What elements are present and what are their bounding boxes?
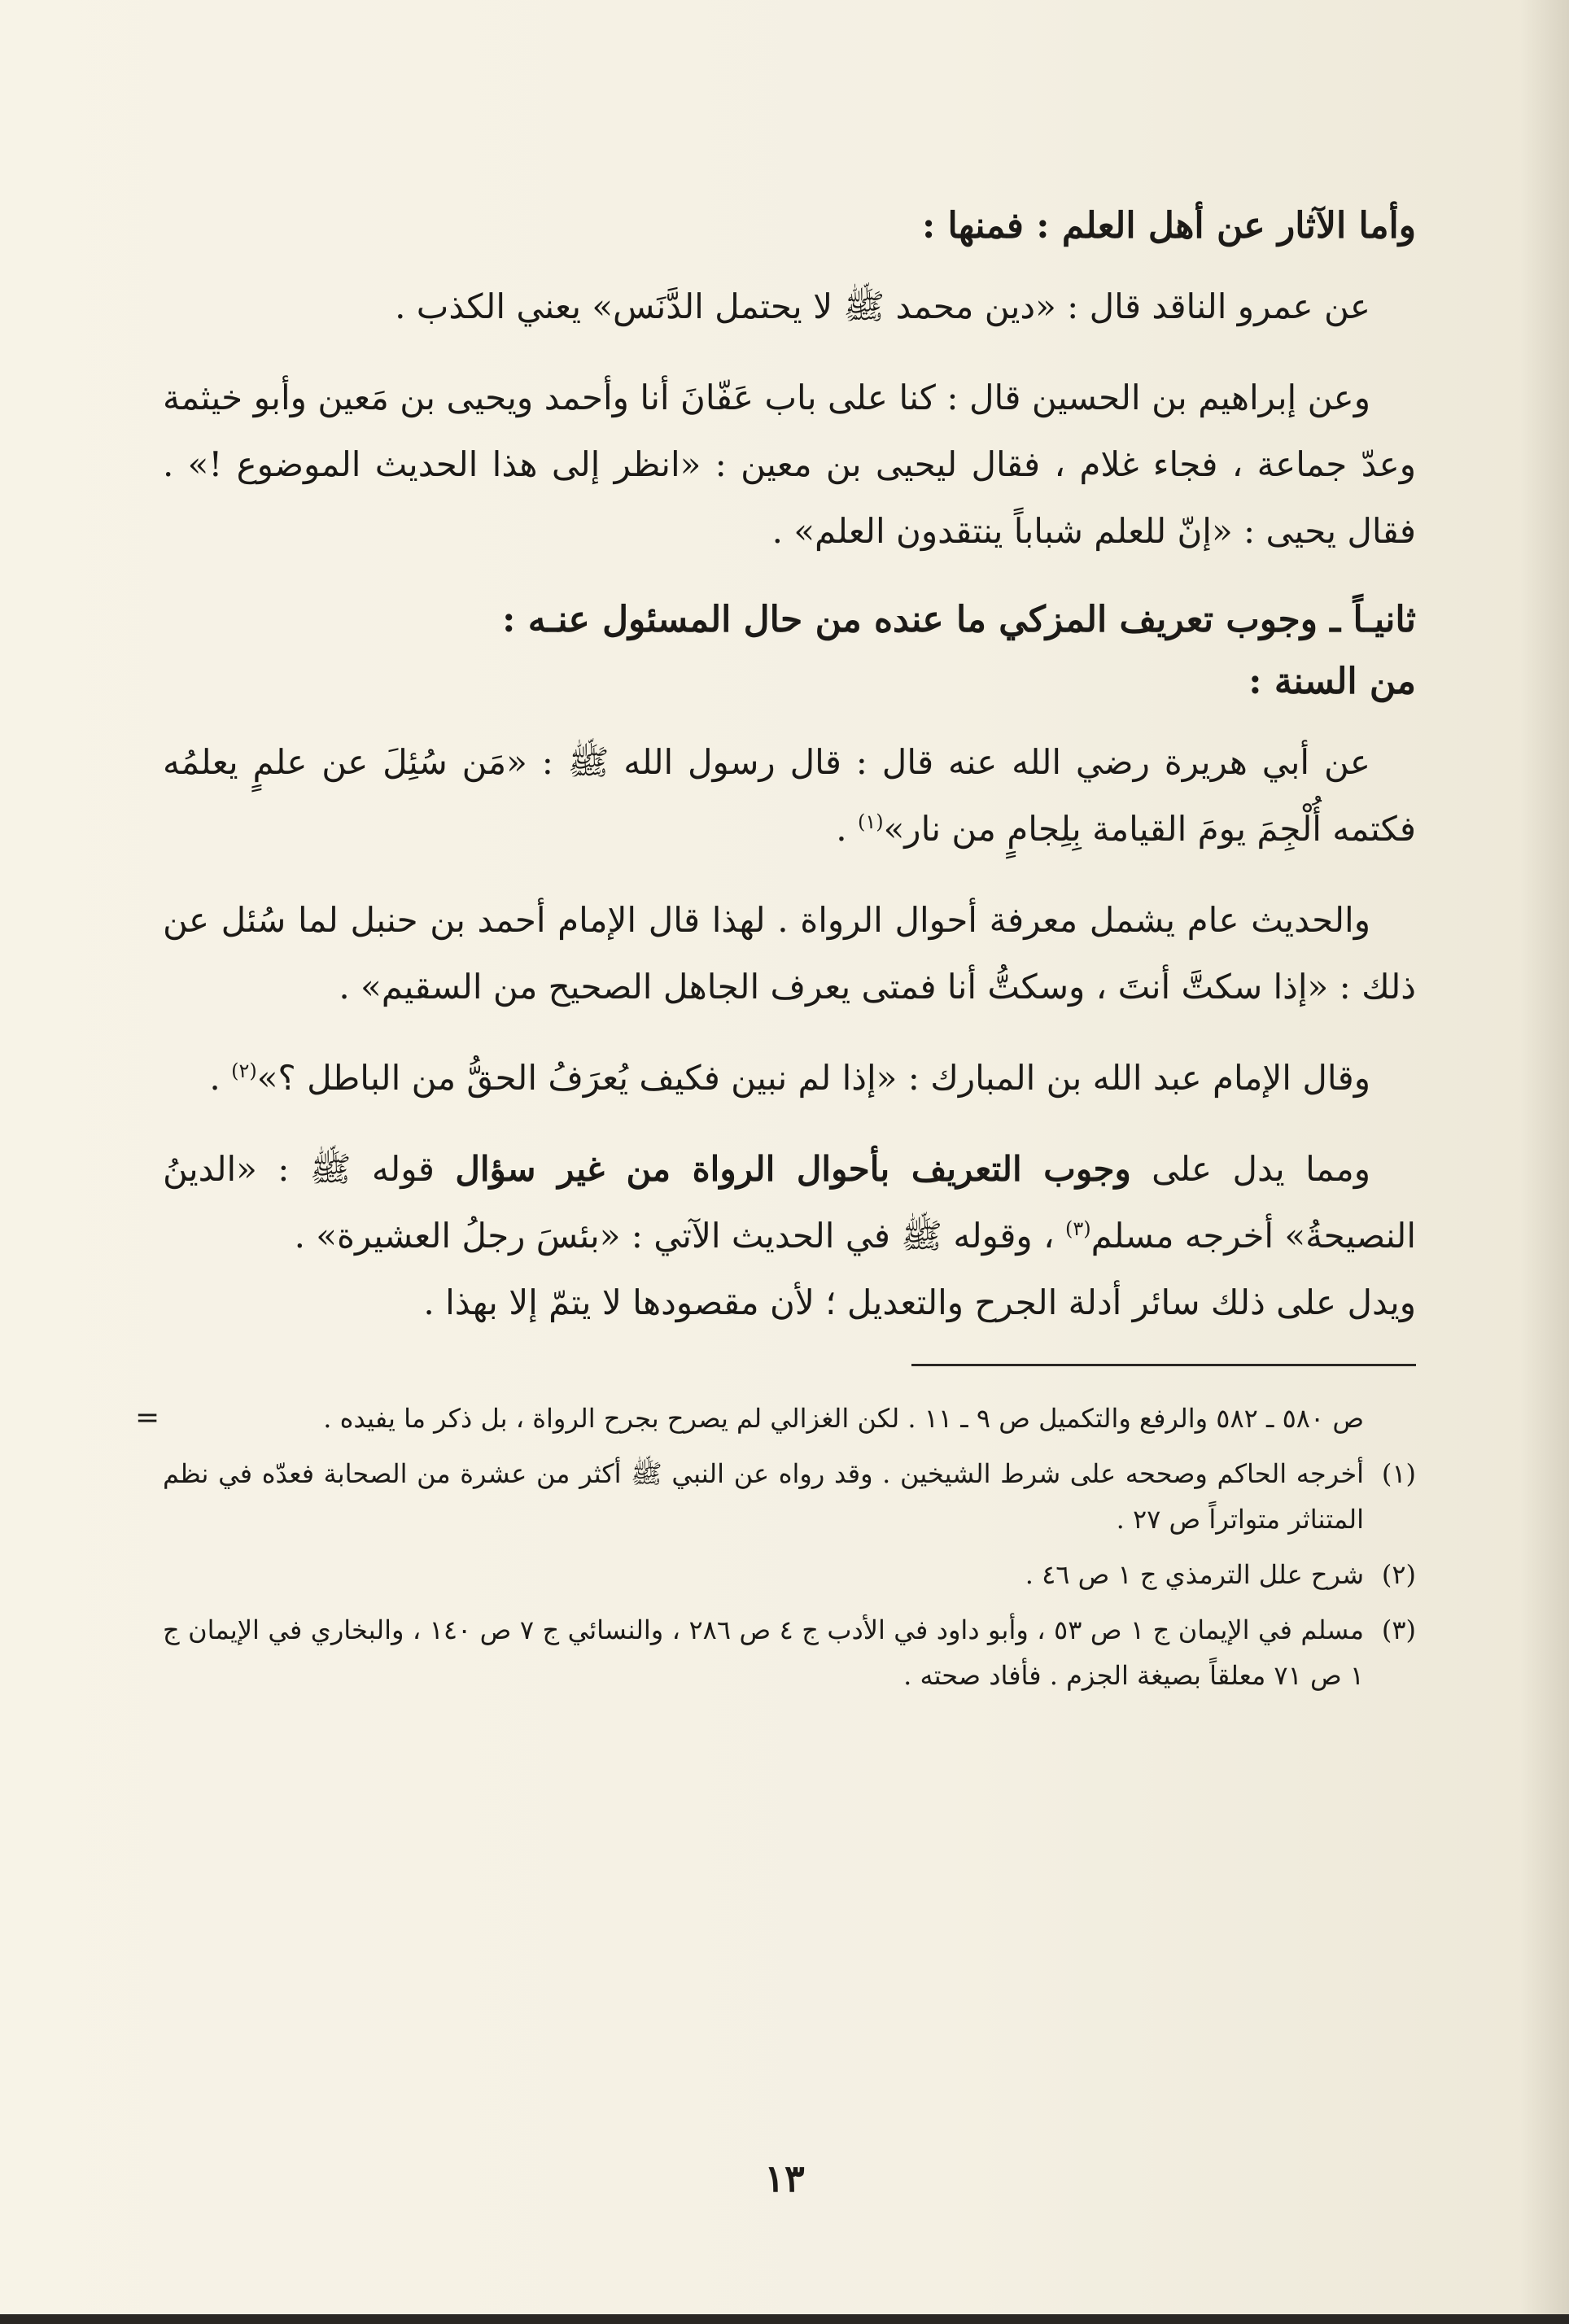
bold-phrase: وجوب التعريف بأحوال الرواة من غير سؤال	[455, 1149, 1131, 1189]
footnote-1	[163, 1451, 1416, 1542]
section-heading-thaniyan: ثانيـاً ـ وجوب تعريف المزكي ما عنده من حال المسئول عنـه :	[502, 599, 1416, 640]
scan-bottom-edge	[0, 2314, 1569, 2324]
spine-shadow	[1520, 0, 1569, 2324]
page-content	[135, 195, 1416, 1708]
footnote-text: أخرجه الحاكم وصححه على شرط الشيخين . وقد رواه عن النبي ﷺ أكثر من عشرة من الصحابة فعدّه في نظم المتناثر متواتراً ص ٢٧ .	[163, 1458, 1364, 1535]
footnote-ref-3[interactable]: (٣)	[1064, 1217, 1091, 1240]
paragraph-ibrahim-bin-alhusain: وعن إبراهيم بن الحسين قال : كنا على باب عَفّانَ أنا وأحمد ويحيى بن مَعين وأبو خيثمة وعدّ جماعة ، فجاء غلام ، فقال ليحيى بن معين : «انظر إلى هذا الحديث الموضوع !» . فقال يحيى : «إنّ للعلم شباباً ينتقدون العلم» .	[163, 378, 1416, 551]
footnote-text: شرح علل الترمذي ج ١ ص ٤٦ .	[1025, 1559, 1364, 1590]
punctuation: .	[209, 1058, 232, 1098]
quote-text: وقال الإمام عبد الله بن المبارك : «إذا لم نبين فكيف يُعرَفُ الحقُّ من الباطل ؟»	[256, 1058, 1370, 1098]
footnote-text: مسلم في الإيمان ج ١ ص ٥٣ ، وأبو داود في الأدب ج ٤ ص ٢٨٦ ، والنسائي ج ٧ ص ١٤٠ ، والبخاري في الإيمان ج ١ ص ٧١ معلقاً بصيغة الجزم . فأفاد صحته .	[163, 1614, 1365, 1691]
paragraph-ahmad-bin-hanbal: والحديث عام يشمل معرفة أحوال الرواة . لهذا قال الإمام أحمد بن حنبل لما سُئل عن ذلك : «إذا سكتَّ أنتَ ، وسكتُّ أنا فمتى يعرف الجاهل الصحيح من السقيم» .	[163, 900, 1416, 1007]
footnote-3	[163, 1607, 1416, 1698]
text-part-b: قوله ﷺ : «الدينُ النصيحةُ» أخرجه مسلم	[163, 1149, 1416, 1256]
footnote-2	[163, 1552, 1416, 1597]
footnote-ref-2[interactable]: (٢)	[231, 1059, 257, 1082]
text-part-a: ومما يدل على	[1130, 1149, 1370, 1189]
paragraph-ibn-almubarak	[163, 1045, 1416, 1112]
subheading-sunnah: من السنة :	[1248, 661, 1416, 702]
footnote-continuation-text: ص ٥٨٠ ـ ٥٨٢ والرفع والتكميل ص ٩ ـ ١١ . لكن الغزالي لم يصرح بجرح الرواة ، بل ذكر ما يفيده .	[323, 1403, 1364, 1434]
footnote-number: (٣)	[1381, 1614, 1416, 1645]
section-heading-athar: وأما الآثار عن أهل العلم : فمنها :	[921, 205, 1416, 247]
hadith-text: عن أبي هريرة رضي الله عنه قال : قال رسول الله ﷺ : «مَن سُئِلَ عن علمٍ يعلمُه فكتمه أُلْجِمَ يومَ القيامة بِلِجامٍ من نار»	[163, 742, 1416, 849]
footnote-separator	[911, 1364, 1416, 1366]
paragraph-nasihah	[163, 1136, 1416, 1269]
punctuation: .	[836, 809, 858, 849]
text-part-c: ، وقوله ﷺ في الحديث الآتي : «بئسَ رجلُ العشيرة» .	[294, 1216, 1065, 1256]
footnote-number: (٢)	[1381, 1559, 1416, 1590]
footnote-continuation	[135, 1396, 1416, 1441]
continuation-mark: =	[135, 1401, 160, 1435]
paragraph-amr-alnaqid: عن عمرو الناقد قال : «دين محمد ﷺ لا يحتمل الدَّنَس» يعني الكذب .	[395, 286, 1370, 326]
page-number: ١٣	[764, 2156, 805, 2200]
footnote-number: (١)	[1381, 1458, 1416, 1489]
paragraph-jarh-tadil: ويدل على ذلك سائر أدلة الجرح والتعديل ؛ لأن مقصودها لا يتمّ إلا بهذا .	[423, 1282, 1416, 1322]
footnote-ref-1[interactable]: (١)	[857, 810, 884, 833]
paragraph-abu-hurairah	[163, 729, 1416, 863]
